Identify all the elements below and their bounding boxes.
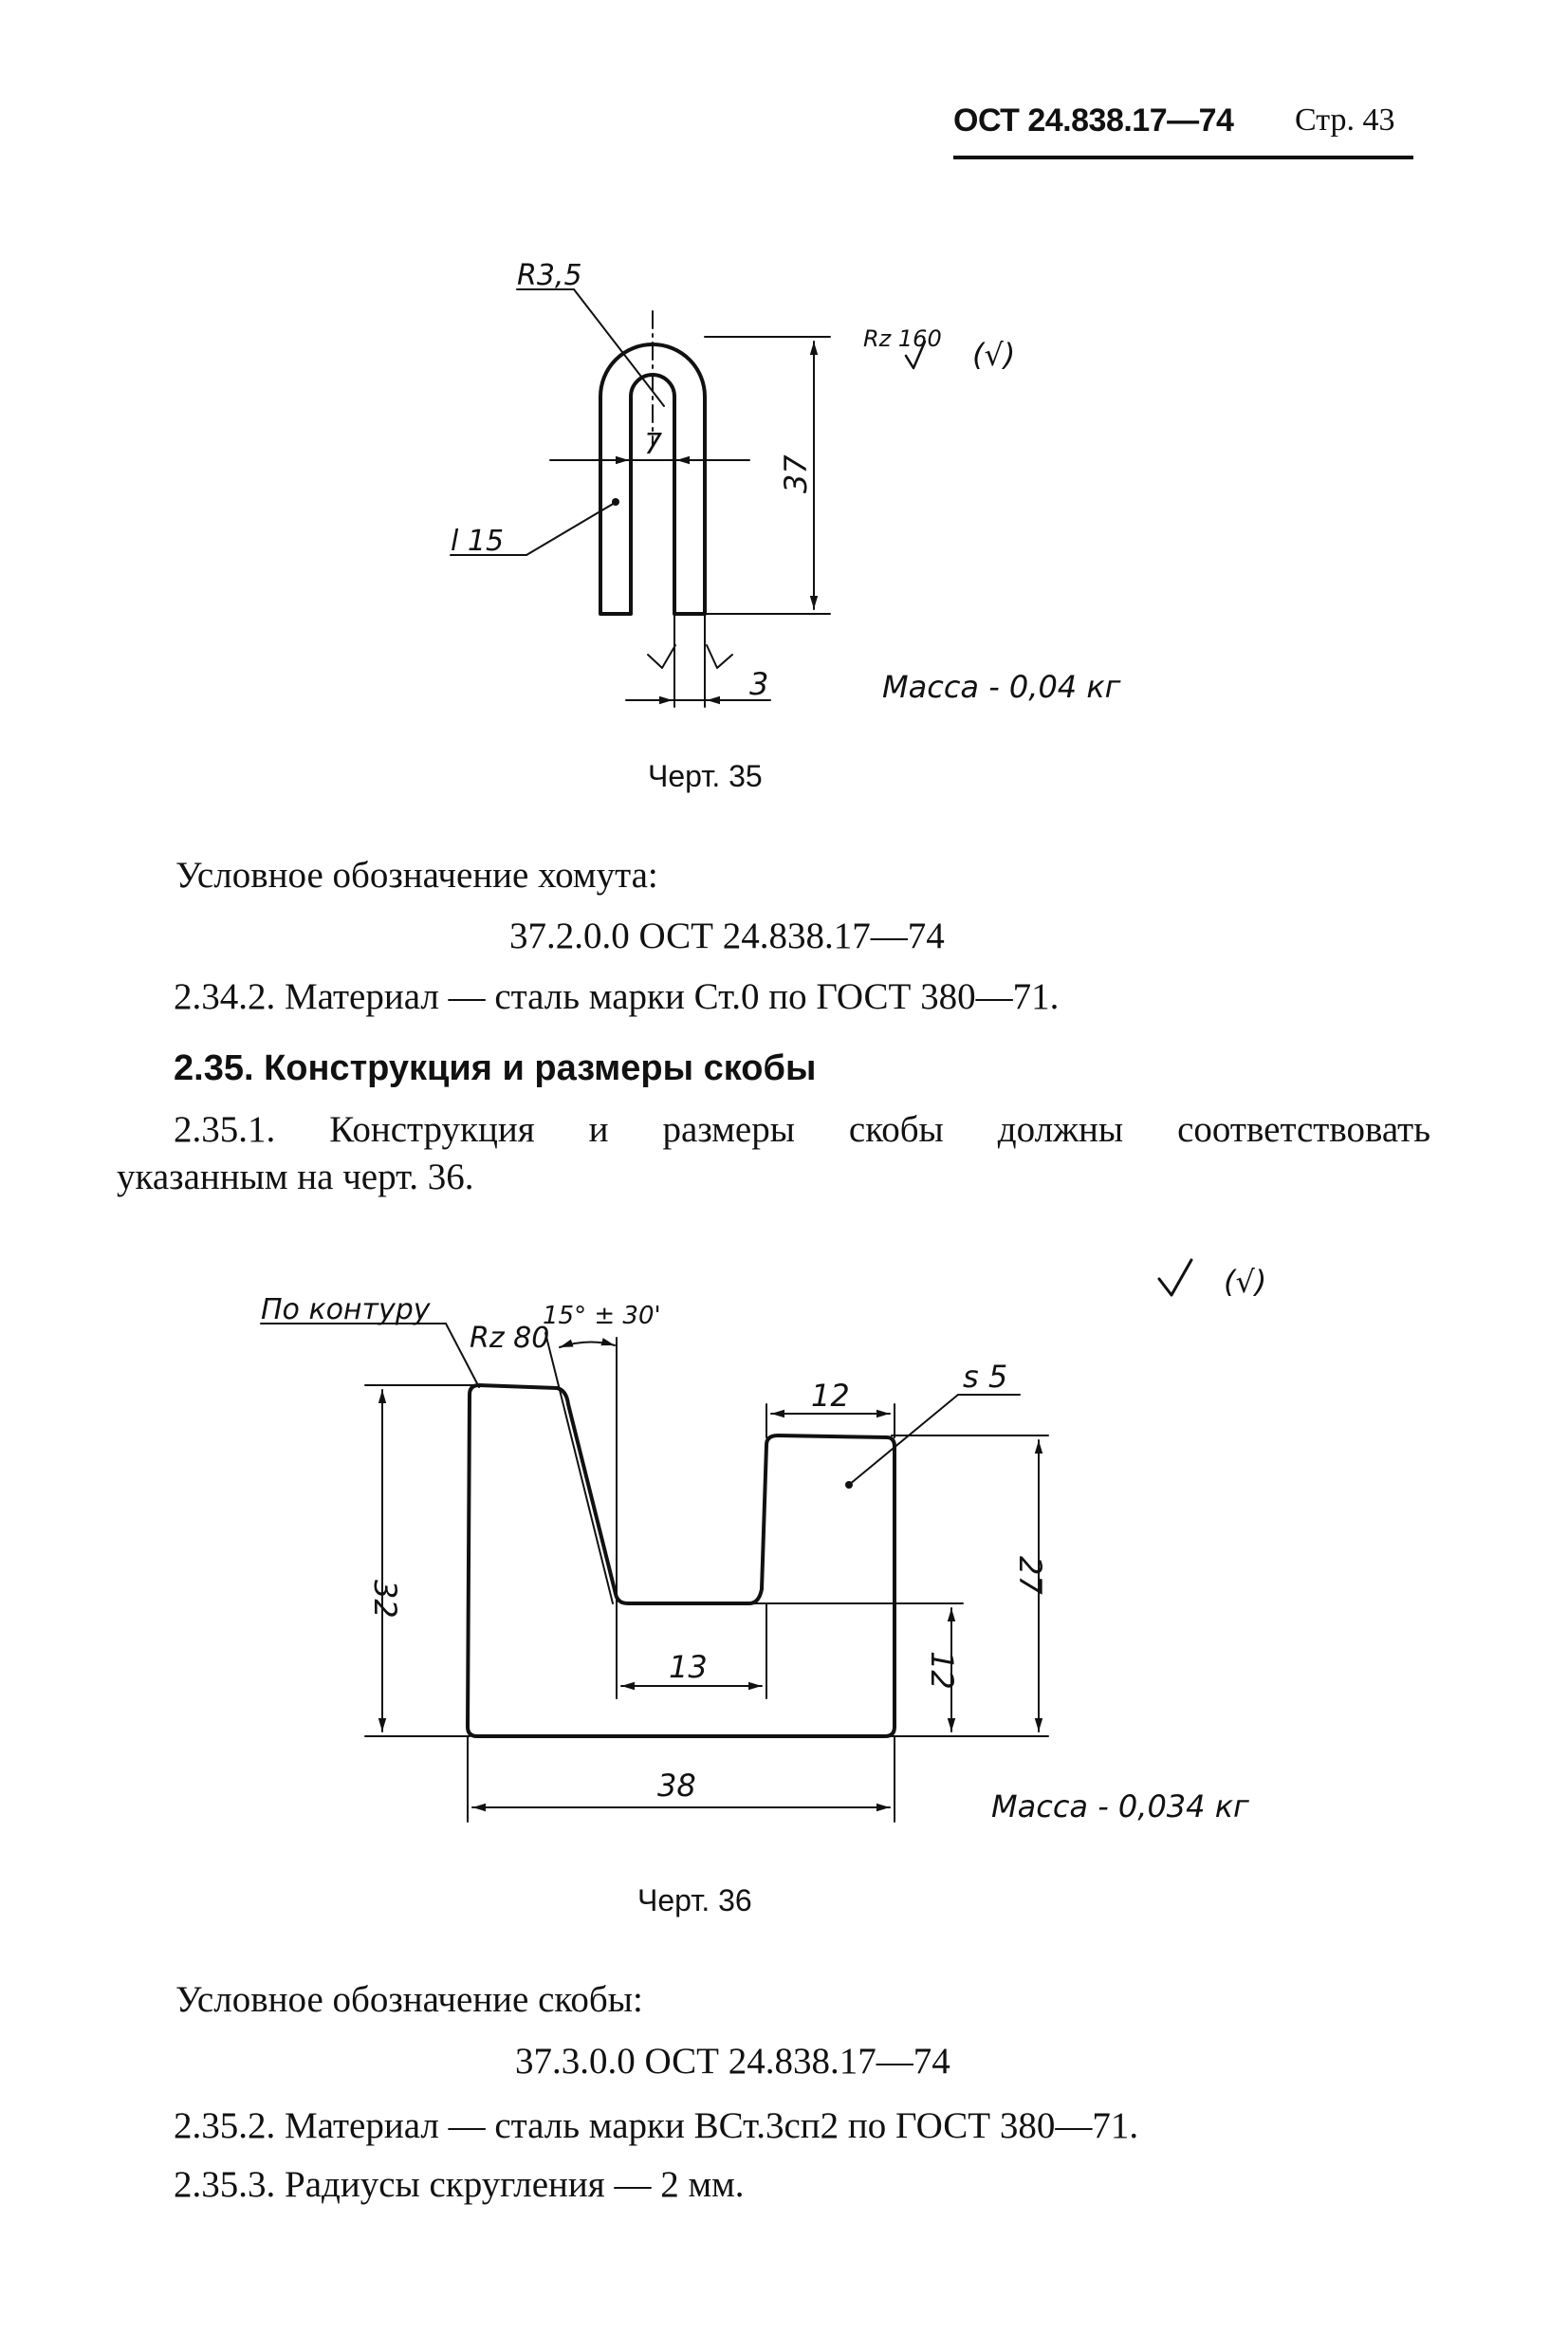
clause-2-35-1-line2: указанным на черт. 36.: [117, 1157, 474, 1197]
clause-2-35-2: 2.35.2. Материал — сталь марки ВСт.3сп2 по ГОСТ 380—71.: [174, 2105, 1139, 2146]
figure-35-caption: Черт. 35: [648, 759, 763, 793]
label-height: 37: [778, 454, 814, 493]
designation-1-label: Условное обозначение хомута:: [175, 855, 658, 896]
label-thickness-s5: s 5: [963, 1359, 1008, 1395]
clause-2-35-3: 2.35.3. Радиусы скругления — 2 мм.: [174, 2164, 745, 2205]
drawing-labels: [261, 259, 1266, 1824]
dim-angle-arc: [560, 1342, 615, 1347]
roughness-symbol: [648, 645, 675, 668]
standard-number: ОСТ 24.838.17—74: [953, 102, 1234, 139]
label-height-left: 32: [367, 1580, 403, 1619]
clause-2-35-1-line1: 2.35.1. Конструкция и размеры скобы должны соответствовать: [174, 1109, 1430, 1150]
label-slot-width: 13: [669, 1649, 708, 1685]
designation-1-code: 37.2.0.0 ОСТ 24.838.17—74: [509, 916, 945, 956]
designation-2-code: 37.3.0.0 ОСТ 24.838.17—74: [515, 2041, 950, 2082]
label-length: l 15: [451, 525, 505, 558]
clause-2-34-2: 2.34.2. Материал — сталь марки Ст.0 по ГОСТ 380—71.: [174, 976, 1060, 1017]
figure-36-drawing: [261, 1260, 1191, 1822]
thickness-leader: [849, 1395, 958, 1485]
label-mass-35: Масса - 0,04 кг: [882, 669, 1121, 705]
label-slot-depth: 12: [924, 1651, 960, 1690]
label-total-width: 38: [657, 1768, 696, 1804]
label-roughness-paren: (√): [972, 337, 1016, 373]
label-top-roughness-paren: (√): [1224, 1264, 1267, 1300]
page-number: Стр. 43: [1295, 102, 1395, 138]
label-inner-width: 7: [644, 428, 663, 461]
radius-leader: [574, 289, 664, 406]
label-roughness: Rz 160: [863, 325, 942, 352]
roughness-symbol: [707, 645, 732, 668]
figure-35-drawing: [451, 289, 925, 707]
label-contour: По контуру: [261, 1293, 431, 1326]
label-top-width: 12: [811, 1378, 850, 1414]
label-radius: R3,5: [517, 259, 582, 292]
figure-36-caption: Черт. 36: [637, 1883, 752, 1917]
section-heading-2-35: 2.35. Конструкция и размеры скобы: [174, 1048, 817, 1088]
label-angle: 15° ± 30': [543, 1302, 661, 1330]
roughness-tick: [1159, 1260, 1191, 1295]
label-roughness-80: Rz 80: [470, 1322, 550, 1355]
label-height-right: 27: [1012, 1556, 1048, 1595]
designation-2-label: Условное обозначение скобы:: [175, 1979, 643, 2020]
label-mass-36: Масса - 0,034 кг: [991, 1788, 1249, 1824]
label-thickness: 3: [749, 666, 769, 702]
